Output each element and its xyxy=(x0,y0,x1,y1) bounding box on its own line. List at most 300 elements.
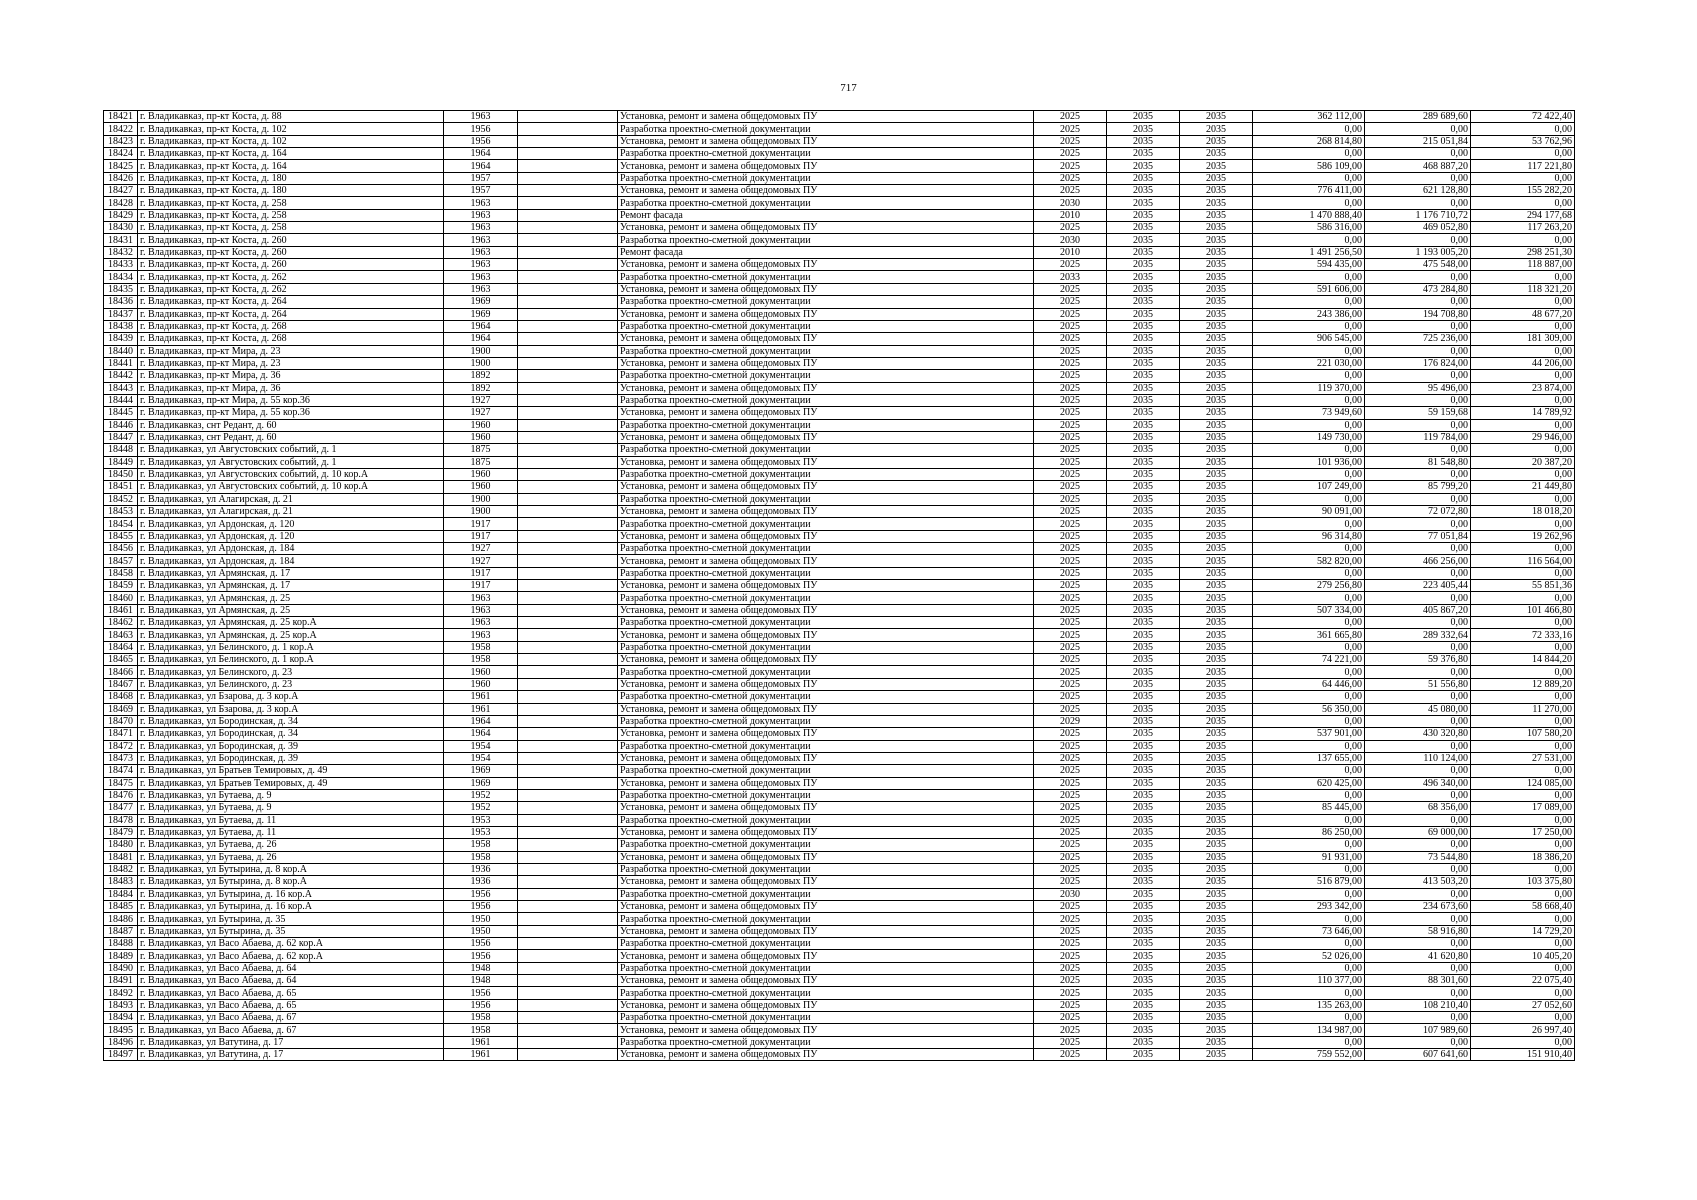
year-cell-2: 2035 xyxy=(1107,678,1180,690)
address-cell: г. Владикавказ, ул Августовских событий, д. 10 кор.А xyxy=(138,481,444,493)
year-cell-2: 2035 xyxy=(1107,555,1180,567)
row-number-cell: 18445 xyxy=(104,407,138,419)
plan-year-cell: 2025 xyxy=(1034,728,1107,740)
cost-share-1-cell: 0,00 xyxy=(1365,148,1471,160)
total-cost-cell: 620 425,00 xyxy=(1253,777,1365,789)
row-number-cell: 18454 xyxy=(104,518,138,530)
build-year-cell: 1917 xyxy=(444,567,518,579)
build-year-cell: 1960 xyxy=(444,431,518,443)
address-cell: г. Владикавказ, ул Бутаева, д. 26 xyxy=(138,851,444,863)
cost-share-1-cell: 108 210,40 xyxy=(1365,999,1471,1011)
year-cell-3: 2035 xyxy=(1180,876,1253,888)
cost-share-2-cell: 55 851,36 xyxy=(1471,580,1575,592)
extra-cell xyxy=(518,111,618,123)
table-row xyxy=(104,506,1575,518)
year-cell-3: 2035 xyxy=(1180,740,1253,752)
table-row xyxy=(104,283,1575,295)
year-cell-3: 2035 xyxy=(1180,691,1253,703)
table-row xyxy=(104,493,1575,505)
table-row xyxy=(104,111,1575,123)
row-number-cell: 18429 xyxy=(104,209,138,221)
extra-cell xyxy=(518,863,618,875)
cost-share-2-cell: 155 282,20 xyxy=(1471,185,1575,197)
extra-cell xyxy=(518,185,618,197)
table-row xyxy=(104,123,1575,135)
build-year-cell: 1958 xyxy=(444,839,518,851)
address-cell: г. Владикавказ, пр-кт Коста, д. 164 xyxy=(138,148,444,160)
total-cost-cell: 0,00 xyxy=(1253,468,1365,480)
address-cell: г. Владикавказ, ул Братьев Темировых, д. 49 xyxy=(138,777,444,789)
total-cost-cell: 0,00 xyxy=(1253,715,1365,727)
build-year-cell: 1900 xyxy=(444,357,518,369)
cost-share-2-cell: 11 270,00 xyxy=(1471,703,1575,715)
year-cell-3: 2035 xyxy=(1180,320,1253,332)
cost-share-1-cell: 0,00 xyxy=(1365,839,1471,851)
cost-share-1-cell: 0,00 xyxy=(1365,518,1471,530)
cost-share-1-cell: 95 496,00 xyxy=(1365,382,1471,394)
total-cost-cell: 0,00 xyxy=(1253,987,1365,999)
cost-share-2-cell: 10 405,20 xyxy=(1471,950,1575,962)
plan-year-cell: 2025 xyxy=(1034,481,1107,493)
table-row xyxy=(104,925,1575,937)
extra-cell xyxy=(518,1036,618,1048)
address-cell: г. Владикавказ, ул Ватутина, д. 17 xyxy=(138,1049,444,1061)
work-type-cell: Установка, ремонт и замена общедомовых ПУ xyxy=(618,1024,1034,1036)
extra-cell xyxy=(518,209,618,221)
cost-share-1-cell: 88 301,60 xyxy=(1365,975,1471,987)
total-cost-cell: 85 445,00 xyxy=(1253,802,1365,814)
plan-year-cell: 2010 xyxy=(1034,209,1107,221)
year-cell-2: 2035 xyxy=(1107,197,1180,209)
build-year-cell: 1936 xyxy=(444,876,518,888)
cost-share-1-cell: 0,00 xyxy=(1365,814,1471,826)
cost-share-1-cell: 73 544,80 xyxy=(1365,851,1471,863)
address-cell: г. Владикавказ, ул Армянская, д. 17 xyxy=(138,580,444,592)
plan-year-cell: 2025 xyxy=(1034,752,1107,764)
extra-cell xyxy=(518,592,618,604)
plan-year-cell: 2025 xyxy=(1034,703,1107,715)
year-cell-3: 2035 xyxy=(1180,382,1253,394)
year-cell-3: 2035 xyxy=(1180,617,1253,629)
row-number-cell: 18421 xyxy=(104,111,138,123)
table-row xyxy=(104,814,1575,826)
row-number-cell: 18438 xyxy=(104,320,138,332)
cost-share-2-cell: 17 089,00 xyxy=(1471,802,1575,814)
table-row xyxy=(104,975,1575,987)
build-year-cell: 1956 xyxy=(444,999,518,1011)
cost-share-2-cell: 19 262,96 xyxy=(1471,530,1575,542)
extra-cell xyxy=(518,382,618,394)
extra-cell xyxy=(518,987,618,999)
address-cell: г. Владикавказ, ул Бородинская, д. 39 xyxy=(138,740,444,752)
year-cell-2: 2035 xyxy=(1107,1036,1180,1048)
build-year-cell: 1956 xyxy=(444,987,518,999)
cost-share-2-cell: 0,00 xyxy=(1471,740,1575,752)
build-year-cell: 1958 xyxy=(444,641,518,653)
cost-share-2-cell: 18 018,20 xyxy=(1471,506,1575,518)
year-cell-3: 2035 xyxy=(1180,271,1253,283)
table-row xyxy=(104,345,1575,357)
cost-share-1-cell: 0,00 xyxy=(1365,345,1471,357)
address-cell: г. Владикавказ, ул Бзарова, д. 3 кор.А xyxy=(138,691,444,703)
plan-year-cell: 2025 xyxy=(1034,543,1107,555)
year-cell-2: 2035 xyxy=(1107,839,1180,851)
table-row xyxy=(104,703,1575,715)
year-cell-3: 2035 xyxy=(1180,481,1253,493)
plan-year-cell: 2025 xyxy=(1034,283,1107,295)
address-cell: г. Владикавказ, ул Васо Абаева, д. 64 xyxy=(138,975,444,987)
row-number-cell: 18497 xyxy=(104,1049,138,1061)
address-cell: г. Владикавказ, пр-кт Коста, д. 264 xyxy=(138,296,444,308)
cost-share-2-cell: 23 874,00 xyxy=(1471,382,1575,394)
extra-cell xyxy=(518,641,618,653)
cost-share-1-cell: 0,00 xyxy=(1365,666,1471,678)
cost-share-1-cell: 0,00 xyxy=(1365,765,1471,777)
table-row xyxy=(104,777,1575,789)
plan-year-cell: 2025 xyxy=(1034,641,1107,653)
cost-share-1-cell: 0,00 xyxy=(1365,888,1471,900)
extra-cell xyxy=(518,530,618,542)
year-cell-2: 2035 xyxy=(1107,431,1180,443)
total-cost-cell: 279 256,80 xyxy=(1253,580,1365,592)
work-type-cell: Разработка проектно-сметной документации xyxy=(618,740,1034,752)
year-cell-3: 2035 xyxy=(1180,925,1253,937)
row-number-cell: 18428 xyxy=(104,197,138,209)
row-number-cell: 18466 xyxy=(104,666,138,678)
cost-share-2-cell: 0,00 xyxy=(1471,234,1575,246)
row-number-cell: 18494 xyxy=(104,1012,138,1024)
total-cost-cell: 52 026,00 xyxy=(1253,950,1365,962)
extra-cell xyxy=(518,320,618,332)
table-row xyxy=(104,567,1575,579)
plan-year-cell: 2025 xyxy=(1034,185,1107,197)
year-cell-2: 2035 xyxy=(1107,407,1180,419)
total-cost-cell: 107 249,00 xyxy=(1253,481,1365,493)
build-year-cell: 1927 xyxy=(444,407,518,419)
build-year-cell: 1963 xyxy=(444,604,518,616)
year-cell-3: 2035 xyxy=(1180,580,1253,592)
cost-share-1-cell: 215 051,84 xyxy=(1365,135,1471,147)
cost-share-1-cell: 0,00 xyxy=(1365,394,1471,406)
work-type-cell: Установка, ремонт и замена общедомовых ПУ xyxy=(618,901,1034,913)
total-cost-cell: 507 334,00 xyxy=(1253,604,1365,616)
cost-share-1-cell: 0,00 xyxy=(1365,493,1471,505)
total-cost-cell: 0,00 xyxy=(1253,234,1365,246)
cost-share-2-cell: 0,00 xyxy=(1471,543,1575,555)
total-cost-cell: 293 342,00 xyxy=(1253,901,1365,913)
address-cell: г. Владикавказ, ул Ардонская, д. 120 xyxy=(138,518,444,530)
year-cell-2: 2035 xyxy=(1107,938,1180,950)
build-year-cell: 1961 xyxy=(444,1036,518,1048)
year-cell-2: 2035 xyxy=(1107,296,1180,308)
extra-cell xyxy=(518,283,618,295)
extra-cell xyxy=(518,357,618,369)
cost-share-1-cell: 107 989,60 xyxy=(1365,1024,1471,1036)
cost-share-2-cell: 0,00 xyxy=(1471,320,1575,332)
address-cell: г. Владикавказ, ул Бутаева, д. 9 xyxy=(138,802,444,814)
work-type-cell: Разработка проектно-сметной документации xyxy=(618,370,1034,382)
extra-cell xyxy=(518,172,618,184)
total-cost-cell: 101 936,00 xyxy=(1253,456,1365,468)
build-year-cell: 1963 xyxy=(444,271,518,283)
plan-year-cell: 2025 xyxy=(1034,913,1107,925)
plan-year-cell: 2025 xyxy=(1034,518,1107,530)
year-cell-3: 2035 xyxy=(1180,345,1253,357)
total-cost-cell: 591 606,00 xyxy=(1253,283,1365,295)
plan-year-cell: 2025 xyxy=(1034,123,1107,135)
extra-cell xyxy=(518,222,618,234)
cost-share-1-cell: 72 072,80 xyxy=(1365,506,1471,518)
work-type-cell: Установка, ремонт и замена общедомовых ПУ xyxy=(618,703,1034,715)
year-cell-2: 2035 xyxy=(1107,234,1180,246)
row-number-cell: 18478 xyxy=(104,814,138,826)
cost-share-2-cell: 118 321,20 xyxy=(1471,283,1575,295)
plan-year-cell: 2025 xyxy=(1034,345,1107,357)
row-number-cell: 18446 xyxy=(104,419,138,431)
work-type-cell: Установка, ремонт и замена общедомовых ПУ xyxy=(618,333,1034,345)
row-number-cell: 18469 xyxy=(104,703,138,715)
row-number-cell: 18483 xyxy=(104,876,138,888)
extra-cell xyxy=(518,901,618,913)
cost-share-1-cell: 0,00 xyxy=(1365,444,1471,456)
address-cell: г. Владикавказ, ул Армянская, д. 25 xyxy=(138,604,444,616)
build-year-cell: 1956 xyxy=(444,901,518,913)
year-cell-3: 2035 xyxy=(1180,666,1253,678)
extra-cell xyxy=(518,888,618,900)
address-cell: г. Владикавказ, пр-кт Коста, д. 258 xyxy=(138,209,444,221)
address-cell: г. Владикавказ, ул Ардонская, д. 184 xyxy=(138,555,444,567)
work-type-cell: Установка, ремонт и замена общедомовых ПУ xyxy=(618,876,1034,888)
total-cost-cell: 137 655,00 xyxy=(1253,752,1365,764)
build-year-cell: 1956 xyxy=(444,135,518,147)
cost-share-2-cell: 72 333,16 xyxy=(1471,629,1575,641)
extra-cell xyxy=(518,839,618,851)
total-cost-cell: 73 646,00 xyxy=(1253,925,1365,937)
build-year-cell: 1964 xyxy=(444,148,518,160)
year-cell-2: 2035 xyxy=(1107,901,1180,913)
year-cell-2: 2035 xyxy=(1107,530,1180,542)
row-number-cell: 18492 xyxy=(104,987,138,999)
total-cost-cell: 906 545,00 xyxy=(1253,333,1365,345)
row-number-cell: 18473 xyxy=(104,752,138,764)
year-cell-2: 2035 xyxy=(1107,148,1180,160)
build-year-cell: 1969 xyxy=(444,777,518,789)
total-cost-cell: 0,00 xyxy=(1253,370,1365,382)
address-cell: г. Владикавказ, ул Августовских событий, д. 10 кор.А xyxy=(138,468,444,480)
address-cell: г. Владикавказ, пр-кт Коста, д. 260 xyxy=(138,246,444,258)
year-cell-3: 2035 xyxy=(1180,357,1253,369)
total-cost-cell: 0,00 xyxy=(1253,172,1365,184)
work-type-cell: Разработка проектно-сметной документации xyxy=(618,715,1034,727)
table-row xyxy=(104,246,1575,258)
work-type-cell: Установка, ремонт и замена общедомовых ПУ xyxy=(618,950,1034,962)
table-row xyxy=(104,950,1575,962)
work-type-cell: Установка, ремонт и замена общедомовых ПУ xyxy=(618,1049,1034,1061)
address-cell: г. Владикавказ, пр-кт Коста, д. 268 xyxy=(138,320,444,332)
table-row xyxy=(104,987,1575,999)
extra-cell xyxy=(518,419,618,431)
build-year-cell: 1954 xyxy=(444,740,518,752)
cost-share-1-cell: 0,00 xyxy=(1365,543,1471,555)
cost-share-1-cell: 1 176 710,72 xyxy=(1365,209,1471,221)
cost-share-2-cell: 0,00 xyxy=(1471,468,1575,480)
cost-share-1-cell: 0,00 xyxy=(1365,789,1471,801)
build-year-cell: 1958 xyxy=(444,1012,518,1024)
table-row xyxy=(104,715,1575,727)
work-type-cell: Разработка проектно-сметной документации xyxy=(618,123,1034,135)
build-year-cell: 1963 xyxy=(444,259,518,271)
work-type-cell: Разработка проектно-сметной документации xyxy=(618,234,1034,246)
row-number-cell: 18496 xyxy=(104,1036,138,1048)
build-year-cell: 1952 xyxy=(444,802,518,814)
plan-year-cell: 2025 xyxy=(1034,789,1107,801)
plan-year-cell: 2030 xyxy=(1034,197,1107,209)
address-cell: г. Владикавказ, пр-кт Коста, д. 88 xyxy=(138,111,444,123)
row-number-cell: 18444 xyxy=(104,394,138,406)
build-year-cell: 1917 xyxy=(444,580,518,592)
address-cell: г. Владикавказ, ул Васо Абаева, д. 67 xyxy=(138,1012,444,1024)
plan-year-cell: 2025 xyxy=(1034,456,1107,468)
cost-share-1-cell: 110 124,00 xyxy=(1365,752,1471,764)
work-type-cell: Установка, ремонт и замена общедомовых ПУ xyxy=(618,629,1034,641)
work-type-cell: Разработка проектно-сметной документации xyxy=(618,493,1034,505)
work-type-cell: Установка, ремонт и замена общедомовых ПУ xyxy=(618,530,1034,542)
year-cell-2: 2035 xyxy=(1107,419,1180,431)
extra-cell xyxy=(518,246,618,258)
row-number-cell: 18426 xyxy=(104,172,138,184)
cost-share-2-cell: 0,00 xyxy=(1471,394,1575,406)
table-row xyxy=(104,259,1575,271)
row-number-cell: 18474 xyxy=(104,765,138,777)
total-cost-cell: 0,00 xyxy=(1253,394,1365,406)
year-cell-3: 2035 xyxy=(1180,913,1253,925)
work-type-cell: Разработка проектно-сметной документации xyxy=(618,913,1034,925)
total-cost-cell: 0,00 xyxy=(1253,271,1365,283)
address-cell: г. Владикавказ, пр-кт Коста, д. 260 xyxy=(138,259,444,271)
build-year-cell: 1956 xyxy=(444,888,518,900)
work-type-cell: Разработка проектно-сметной документации xyxy=(618,987,1034,999)
address-cell: г. Владикавказ, пр-кт Коста, д. 268 xyxy=(138,333,444,345)
extra-cell xyxy=(518,1012,618,1024)
cost-share-2-cell: 21 449,80 xyxy=(1471,481,1575,493)
year-cell-3: 2035 xyxy=(1180,777,1253,789)
year-cell-3: 2035 xyxy=(1180,160,1253,172)
year-cell-2: 2035 xyxy=(1107,209,1180,221)
total-cost-cell: 0,00 xyxy=(1253,740,1365,752)
cost-share-2-cell: 181 309,00 xyxy=(1471,333,1575,345)
extra-cell xyxy=(518,444,618,456)
cost-share-1-cell: 0,00 xyxy=(1365,740,1471,752)
build-year-cell: 1875 xyxy=(444,444,518,456)
work-type-cell: Установка, ремонт и замена общедомовых ПУ xyxy=(618,506,1034,518)
build-year-cell: 1927 xyxy=(444,394,518,406)
cost-share-2-cell: 14 844,20 xyxy=(1471,654,1575,666)
cost-share-1-cell: 0,00 xyxy=(1365,468,1471,480)
row-number-cell: 18470 xyxy=(104,715,138,727)
work-type-cell: Разработка проектно-сметной документации xyxy=(618,419,1034,431)
work-type-cell: Установка, ремонт и замена общедомовых ПУ xyxy=(618,678,1034,690)
extra-cell xyxy=(518,197,618,209)
year-cell-3: 2035 xyxy=(1180,1049,1253,1061)
build-year-cell: 1950 xyxy=(444,925,518,937)
total-cost-cell: 759 552,00 xyxy=(1253,1049,1365,1061)
year-cell-3: 2035 xyxy=(1180,703,1253,715)
cost-share-2-cell: 151 910,40 xyxy=(1471,1049,1575,1061)
row-number-cell: 18477 xyxy=(104,802,138,814)
total-cost-cell: 1 470 888,40 xyxy=(1253,209,1365,221)
total-cost-cell: 135 263,00 xyxy=(1253,999,1365,1011)
work-type-cell: Разработка проектно-сметной документации xyxy=(618,468,1034,480)
build-year-cell: 1875 xyxy=(444,456,518,468)
work-type-cell: Установка, ремонт и замена общедомовых ПУ xyxy=(618,802,1034,814)
table-row xyxy=(104,357,1575,369)
extra-cell xyxy=(518,394,618,406)
address-cell: г. Владикавказ, пр-кт Мира, д. 36 xyxy=(138,370,444,382)
year-cell-3: 2035 xyxy=(1180,629,1253,641)
cost-share-2-cell: 294 177,68 xyxy=(1471,209,1575,221)
total-cost-cell: 0,00 xyxy=(1253,863,1365,875)
plan-year-cell: 2025 xyxy=(1034,975,1107,987)
year-cell-2: 2035 xyxy=(1107,345,1180,357)
work-type-cell: Разработка проектно-сметной документации xyxy=(618,666,1034,678)
work-type-cell: Установка, ремонт и замена общедомовых ПУ xyxy=(618,407,1034,419)
work-type-cell: Установка, ремонт и замена общедомовых ПУ xyxy=(618,555,1034,567)
cost-share-2-cell: 0,00 xyxy=(1471,666,1575,678)
year-cell-3: 2035 xyxy=(1180,592,1253,604)
year-cell-3: 2035 xyxy=(1180,555,1253,567)
cost-share-2-cell: 0,00 xyxy=(1471,345,1575,357)
extra-cell xyxy=(518,493,618,505)
year-cell-2: 2035 xyxy=(1107,777,1180,789)
capital-repair-table xyxy=(103,110,1575,1061)
year-cell-3: 2035 xyxy=(1180,222,1253,234)
plan-year-cell: 2025 xyxy=(1034,357,1107,369)
total-cost-cell: 64 446,00 xyxy=(1253,678,1365,690)
year-cell-3: 2035 xyxy=(1180,604,1253,616)
cost-share-1-cell: 0,00 xyxy=(1365,641,1471,653)
address-cell: г. Владикавказ, ул Бутаева, д. 11 xyxy=(138,826,444,838)
total-cost-cell: 0,00 xyxy=(1253,493,1365,505)
row-number-cell: 18471 xyxy=(104,728,138,740)
build-year-cell: 1956 xyxy=(444,950,518,962)
work-type-cell: Установка, ремонт и замена общедомовых ПУ xyxy=(618,851,1034,863)
table-body xyxy=(104,111,1575,1061)
address-cell: г. Владикавказ, ул Васо Абаева, д. 64 xyxy=(138,962,444,974)
total-cost-cell: 0,00 xyxy=(1253,666,1365,678)
row-number-cell: 18462 xyxy=(104,617,138,629)
year-cell-2: 2035 xyxy=(1107,333,1180,345)
extra-cell xyxy=(518,123,618,135)
year-cell-3: 2035 xyxy=(1180,370,1253,382)
extra-cell xyxy=(518,543,618,555)
row-number-cell: 18430 xyxy=(104,222,138,234)
extra-cell xyxy=(518,938,618,950)
extra-cell xyxy=(518,456,618,468)
cost-share-1-cell: 469 052,80 xyxy=(1365,222,1471,234)
total-cost-cell: 134 987,00 xyxy=(1253,1024,1365,1036)
work-type-cell: Разработка проектно-сметной документации xyxy=(618,592,1034,604)
cost-share-1-cell: 51 556,80 xyxy=(1365,678,1471,690)
table-row xyxy=(104,888,1575,900)
year-cell-2: 2035 xyxy=(1107,826,1180,838)
total-cost-cell: 73 949,60 xyxy=(1253,407,1365,419)
row-number-cell: 18452 xyxy=(104,493,138,505)
extra-cell xyxy=(518,703,618,715)
cost-share-2-cell: 117 263,20 xyxy=(1471,222,1575,234)
year-cell-2: 2035 xyxy=(1107,691,1180,703)
extra-cell xyxy=(518,345,618,357)
total-cost-cell: 361 665,80 xyxy=(1253,629,1365,641)
